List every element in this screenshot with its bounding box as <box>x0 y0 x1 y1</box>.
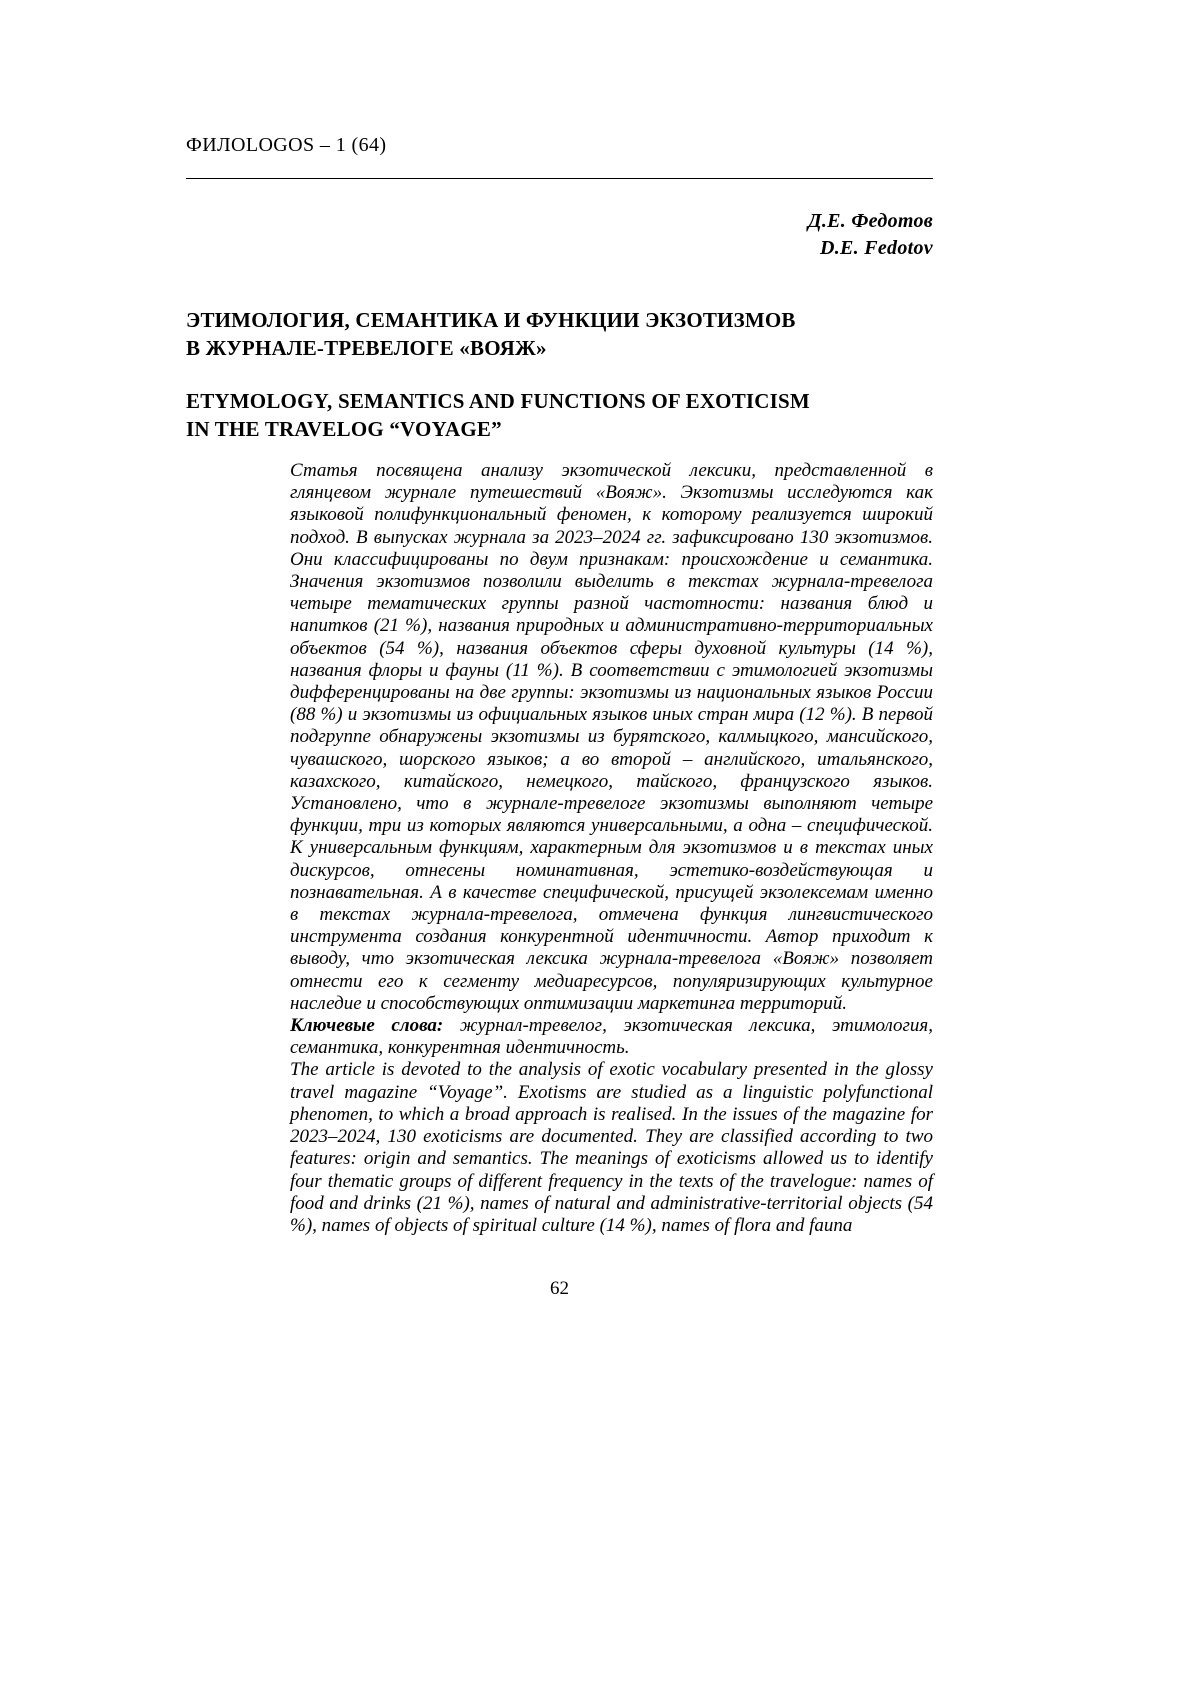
abstract-paragraph-en: The article is devoted to the analysis of exotic vocabulary presented in the glossy travel magazine “Voyage”. Exotisms are studied as a linguistic polyfunctional phenomen, to which a broad approach is realised. In the issues of the magazine for 2023–2024, 130 exoticisms are documented. They are classified according to two features: origin and semantics. The meanings of exoticisms allowed us to identify four thematic groups of different frequency in the texts of the travelogue: names of food and drinks (21 %), names of natural and administrative-territorial objects (54 %), names of objects of spiritual culture (14 %), names of flora and fauna <box>290 1059 933 1236</box>
header-divider <box>186 178 933 179</box>
abstract-block <box>290 460 933 1237</box>
article-title-ru-line2: В ЖУРНАЛЕ-ТРЕВЕЛОГЕ «ВОЯЖ» <box>186 335 547 360</box>
page-content <box>186 0 933 1237</box>
author-name-en: D.E. Fedotov <box>819 237 933 259</box>
author-block <box>186 208 933 262</box>
abstract-paragraph-ru: Статья посвящена анализу экзотической лексики, представленной в глянцевом журнале путешествий «Вояж». Экзотизмы исследуются как языковой полифункциональный феномен, к которому реализуется широкий подход. В выпусках журнала за 2023–2024 гг. зафиксировано 130 экзотизмов. Они классифицированы по двум признакам: происхождение и семантика. Значения экзотизмов позволили выделить в текстах журнала-тревелога четыре тематических группы разной частотности: названия блюд и напитков (21 %), названия природных и административно-территориальных объектов (54 %), названия объектов сферы духовной культуры (14 %), названия флоры и фауны (11 %). В соответствии с этимологией экзотизмы дифференцированы на две группы: экзотизмы из национальных языков России (88 %) и экзотизмы из официальных языков иных стран мира (12 %). В первой подгруппе обнаружены экзотизмы из бурятского, калмыцкого, мансийского, чувашского, шорского языков; а во второй – английского, итальянского, казахского, китайского, немецкого, тайского, французского языков. Установлено, что в журнале-тревелоге экзотизмы выполняют четыре функции, три из которых являются универсальными, а одна – специфической. К универсальным функциям, характерным для экзотизмов и в текстах иных дискурсов, отнесены номинативная, эстетико-воздействующая и познавательная. А в качестве специфической, присущей экзолексемам именно в текстах журнала-тревелога, отмечена функция лингвистического инструмента создания конкурентной идентичности. Автор приходит к выводу, что экзотическая лексика журнала-тревелога «Вояж» позволяет отнести его к сегменту медиаресурсов, популяризирующих культурное наследие и способствующих оптимизации маркетинга территорий. <box>290 460 933 1014</box>
keywords-paragraph <box>290 1015 933 1059</box>
journal-header: ФИЛОLOGOS – 1 (64) <box>186 134 387 156</box>
article-title-ru <box>186 307 933 362</box>
article-title-en <box>186 388 933 443</box>
article-title-en-line2: IN THE TRAVELOG “VOYAGE” <box>186 416 502 441</box>
page-number: 62 <box>550 1278 569 1299</box>
article-title-ru-line1: ЭТИМОЛОГИЯ, СЕМАНТИКА И ФУНКЦИИ ЭКЗОТИЗМОВ <box>186 308 796 332</box>
author-name-ru: Д.Е. Федотов <box>807 210 933 232</box>
keywords-label: Ключевые слова: <box>290 1015 444 1037</box>
article-title-en-line1: ETYMOLOGY, SEMANTICS AND FUNCTIONS OF EXOTICISM <box>186 389 810 413</box>
keywords-text: журнал-тревелог, экзотическая лексика, этимология, семантика, конкурентная идентичность. <box>290 1015 933 1059</box>
